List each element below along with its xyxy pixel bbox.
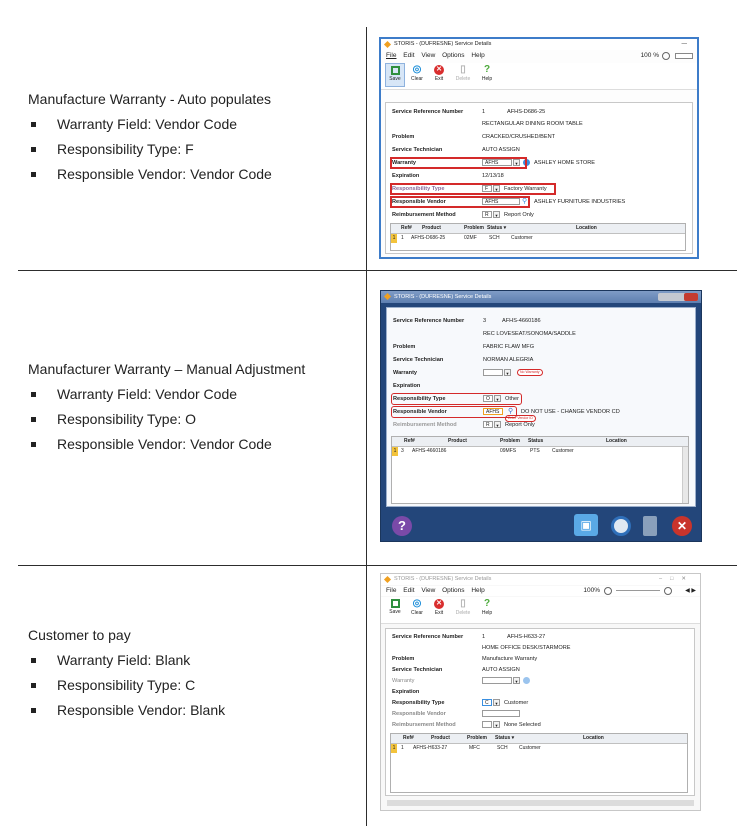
cell-location: Customer xyxy=(511,235,533,241)
label-responsibility-type: Responsibility Type xyxy=(392,700,445,706)
window-titlebar xyxy=(381,291,701,303)
bullet-list xyxy=(28,386,358,453)
bullet-icon xyxy=(31,442,36,447)
row-title: Manufacture Warranty - Auto populates xyxy=(28,91,272,107)
col-ref[interactable]: Ref# xyxy=(401,225,412,231)
row-2-description xyxy=(28,361,358,461)
row-reimbursement xyxy=(386,720,694,730)
row-item xyxy=(386,643,694,653)
col-product[interactable]: Product xyxy=(431,735,450,741)
row-expiration xyxy=(387,381,695,391)
table-row[interactable] xyxy=(391,744,687,753)
col-product[interactable]: Product xyxy=(448,438,467,444)
save-icon xyxy=(391,66,400,75)
chevron-down-icon[interactable]: ▼ xyxy=(494,701,499,706)
reference-number: 3 xyxy=(483,318,487,324)
screenshot-3-window xyxy=(380,573,701,811)
cell-ref: 1 xyxy=(401,745,404,751)
cell-status: SCH xyxy=(497,745,508,751)
label-technician: Service Technician xyxy=(392,147,443,153)
row-divider-2 xyxy=(18,565,737,566)
bullet-icon xyxy=(31,392,36,397)
label-responsibility-type: Responsibility Type xyxy=(392,186,445,192)
clear-label: Clear xyxy=(411,76,423,82)
row-expiration xyxy=(386,687,694,697)
zoom-slider[interactable] xyxy=(675,53,693,59)
label-reimbursement: Reimbursement Method xyxy=(392,722,456,728)
reference-code: AFHS-4660186 xyxy=(502,318,541,324)
bullet-text: Responsibility Type: O xyxy=(57,411,197,427)
highlight-responsible-vendor xyxy=(391,406,517,418)
window-titlebar xyxy=(381,39,697,50)
label-warranty: Warranty xyxy=(392,678,415,684)
delete-button[interactable] xyxy=(453,597,473,616)
warranty-input[interactable] xyxy=(483,369,503,376)
reimbursement-input[interactable]: R xyxy=(483,421,493,428)
reference-code: AFHS-D686-25 xyxy=(507,109,546,115)
col-status[interactable]: Status xyxy=(528,438,544,444)
reference-number: 1 xyxy=(482,109,486,115)
cell-ref: 1 xyxy=(401,235,404,241)
exit-icon: ✕ xyxy=(434,65,444,75)
warranty-input[interactable] xyxy=(482,677,512,684)
bullet-icon xyxy=(31,122,36,127)
menu-view[interactable]: View xyxy=(421,587,436,594)
grid-header xyxy=(391,224,685,234)
responsible-vendor-input[interactable]: AFHS xyxy=(483,408,503,415)
responsibility-type-input[interactable]: F xyxy=(482,185,492,192)
clear-icon: ◎ xyxy=(412,64,422,75)
nav-arrows-icon[interactable]: ◀ ▶ xyxy=(685,588,696,594)
cell-product: AFHS-D686-25 xyxy=(411,235,446,241)
menu-bar xyxy=(381,51,697,61)
cell-status: PTS xyxy=(530,448,540,454)
label-reference: Service Reference Number xyxy=(392,634,464,640)
exit-button[interactable] xyxy=(429,597,449,616)
save-label: Save xyxy=(389,76,401,82)
problem-value: CRACKED/CRUSHED/BENT xyxy=(482,134,556,140)
zoom-in-icon[interactable] xyxy=(664,587,672,595)
row-technician xyxy=(386,145,692,155)
window-controls[interactable] xyxy=(658,293,698,301)
row-reference xyxy=(386,107,692,117)
row-1-description xyxy=(28,91,358,191)
warranty-input[interactable]: AFHS xyxy=(482,159,512,166)
row-problem xyxy=(387,342,695,352)
exit-label: Exit xyxy=(434,610,444,616)
problem-value: Manufacture Warranty xyxy=(482,656,538,662)
save-label: Save xyxy=(389,609,401,615)
chevron-down-icon[interactable]: ▼ xyxy=(494,213,499,218)
exit-button[interactable] xyxy=(429,63,449,82)
bullet-item xyxy=(28,116,358,133)
help-button[interactable] xyxy=(477,63,497,82)
label-responsible-vendor: Responsible Vendor xyxy=(392,199,446,205)
item-description: HOME OFFICE DESK/STARMORE xyxy=(482,645,571,651)
bullet-text: Responsibility Type: C xyxy=(57,677,196,693)
bullet-item xyxy=(28,652,358,669)
row-warranty xyxy=(387,368,695,378)
bottom-action-bar xyxy=(381,510,701,542)
col-location[interactable]: Location xyxy=(583,735,604,741)
service-details-form xyxy=(386,307,696,507)
bullet-item xyxy=(28,702,358,719)
menu-edit[interactable]: Edit xyxy=(403,52,415,59)
zoom-level: 100% xyxy=(583,587,600,594)
clear-icon: ◎ xyxy=(412,598,422,609)
row-technician xyxy=(386,665,694,675)
bullet-icon xyxy=(31,683,36,688)
menu-file[interactable]: File xyxy=(386,52,397,59)
delete-label: Delete xyxy=(455,76,471,82)
reimbursement-input[interactable] xyxy=(482,721,492,728)
col-problem[interactable]: Problem xyxy=(500,438,521,444)
table-row[interactable] xyxy=(391,234,685,243)
label-problem: Problem xyxy=(392,656,415,662)
close-icon[interactable] xyxy=(684,293,698,301)
chevron-down-icon[interactable]: ▼ xyxy=(514,679,519,684)
row-title: Customer to pay xyxy=(28,627,131,643)
row-responsible-vendor xyxy=(386,709,694,719)
bullet-text: Responsibility Type: F xyxy=(57,141,194,157)
menu-file[interactable]: File xyxy=(386,587,397,594)
row-divider-1 xyxy=(18,270,737,271)
technician-value: NORMAN ALEGRIA xyxy=(483,357,534,363)
col-status[interactable]: Status ▾ xyxy=(487,225,507,231)
label-warranty: Warranty xyxy=(392,160,417,166)
save-icon[interactable]: ▣ xyxy=(574,514,598,536)
help-icon[interactable]: ? xyxy=(392,516,412,536)
products-grid xyxy=(390,733,688,793)
col-location[interactable]: Location xyxy=(576,225,597,231)
minimize-button[interactable]: — xyxy=(681,41,687,47)
responsible-vendor-input[interactable] xyxy=(482,710,520,717)
bullet-list xyxy=(28,116,358,183)
window-title: STORIS - (DUFRESNE) Service Details xyxy=(394,576,492,582)
no-warranty-callout: No Warranty xyxy=(517,369,543,376)
reimbursement-name: Report Only xyxy=(504,212,534,218)
responsible-vendor-name: DO NOT USE - CHANGE VENDOR CD xyxy=(521,409,620,415)
row-reference xyxy=(386,632,694,642)
clear-label: Clear xyxy=(411,610,423,616)
responsibility-type-input[interactable]: O xyxy=(483,395,493,402)
row-reference xyxy=(387,316,695,326)
row-reimbursement xyxy=(386,210,692,220)
zoom-slider[interactable] xyxy=(616,590,660,591)
row-problem xyxy=(386,654,694,664)
clear-button[interactable] xyxy=(407,63,427,82)
screenshot-1-window xyxy=(379,37,699,259)
row-responsibility-type xyxy=(386,698,694,708)
menu-bar xyxy=(381,586,700,596)
reimbursement-name: None Selected xyxy=(504,722,541,728)
close-icon[interactable]: ✕ xyxy=(672,516,692,536)
col-ref[interactable]: Ref# xyxy=(403,735,414,741)
chevron-down-icon[interactable]: ▼ xyxy=(514,161,519,166)
bullet-icon xyxy=(31,708,36,713)
exit-label: Exit xyxy=(434,76,444,82)
responsibility-type-name: Other xyxy=(505,396,519,402)
label-responsibility-type: Responsibility Type xyxy=(393,396,446,402)
col-problem[interactable]: Problem xyxy=(467,735,488,741)
zoom-level: 100 % xyxy=(640,52,659,59)
menu-view[interactable]: View xyxy=(421,52,436,59)
warranty-name: ASHLEY HOME STORE xyxy=(534,160,596,166)
chevron-down-icon[interactable]: ▼ xyxy=(495,423,500,428)
label-warranty: Warranty xyxy=(393,370,418,376)
label-reference: Service Reference Number xyxy=(393,318,465,324)
trash-icon: ▯ xyxy=(460,598,466,609)
products-grid xyxy=(391,436,689,504)
zoom-out-icon[interactable] xyxy=(604,587,612,595)
cell-location: Customer xyxy=(519,745,541,751)
storis-app-icon xyxy=(384,41,391,48)
bullet-item xyxy=(28,166,358,183)
label-reference: Service Reference Number xyxy=(392,109,464,115)
bullet-list xyxy=(28,652,358,719)
label-responsible-vendor: Responsible Vendor xyxy=(393,409,447,415)
reference-number: 1 xyxy=(482,634,486,640)
window-controls[interactable]: –□✕ xyxy=(659,576,694,582)
menu-help[interactable]: Help xyxy=(471,587,485,594)
label-expiration: Expiration xyxy=(393,383,421,389)
menu-options[interactable]: Options xyxy=(442,587,465,594)
responsibility-type-name: Customer xyxy=(504,700,529,706)
info-icon[interactable] xyxy=(523,677,530,684)
reimbursement-input[interactable]: R xyxy=(482,211,492,218)
screenshot-2-window xyxy=(380,290,702,542)
bullet-text: Warranty Field: Blank xyxy=(57,652,191,668)
row-item xyxy=(387,329,695,339)
delete-button[interactable] xyxy=(453,63,473,82)
save-button[interactable] xyxy=(385,63,405,87)
row-expiration xyxy=(386,171,692,181)
menu-edit[interactable]: Edit xyxy=(403,587,415,594)
row-number: 1 xyxy=(392,745,396,751)
label-technician: Service Technician xyxy=(392,667,443,673)
reference-code: AFHS-H633-27 xyxy=(507,634,546,640)
clear-icon[interactable] xyxy=(611,516,631,536)
table-top-border xyxy=(18,27,737,28)
col-ref[interactable]: Ref# xyxy=(404,438,415,444)
search-icon[interactable]: ⚲ xyxy=(508,408,514,415)
row-warranty xyxy=(386,676,694,686)
label-reimbursement: Reimbursement Method xyxy=(392,212,456,218)
window-titlebar xyxy=(381,574,700,585)
storis-app-icon xyxy=(384,576,391,583)
cell-product: AFHS-4660186 xyxy=(412,448,447,454)
window-title: STORIS - (DUFRESNE) Service Details xyxy=(394,294,492,300)
row-technician xyxy=(387,355,695,365)
expiration-value: 12/13/18 xyxy=(482,173,504,179)
bullet-icon xyxy=(31,172,36,177)
col-product[interactable]: Product xyxy=(422,225,441,231)
technician-value: AUTO ASSIGN xyxy=(482,667,520,673)
service-details-form xyxy=(385,102,693,254)
row-3-description xyxy=(28,627,358,727)
bullet-text: Responsible Vendor: Vendor Code xyxy=(57,436,272,452)
save-button[interactable] xyxy=(385,597,405,615)
label-technician: Service Technician xyxy=(393,357,444,363)
help-icon: ? xyxy=(483,64,491,75)
column-divider xyxy=(366,27,367,826)
highlight-warranty xyxy=(390,157,527,169)
trash-icon: ▯ xyxy=(460,64,466,75)
row-reimbursement xyxy=(387,420,695,430)
bullet-text: Responsible Vendor: Vendor Code xyxy=(57,166,272,182)
chevron-down-icon[interactable]: ▼ xyxy=(495,397,500,402)
reimbursement-name: Report Only xyxy=(505,422,535,428)
label-problem: Problem xyxy=(393,344,416,350)
enter-vendor-callout: Enter Vendor ID xyxy=(505,415,536,422)
col-status[interactable]: Status ▾ xyxy=(495,735,515,741)
chevron-down-icon[interactable]: ▼ xyxy=(494,723,499,728)
responsibility-type-name: Factory Warranty xyxy=(504,186,547,192)
cell-problem: 02MF xyxy=(464,235,477,241)
bullet-icon xyxy=(31,658,36,663)
item-description: REC LOVESEAT/SONOMA/SADDLE xyxy=(483,331,576,337)
service-details-form xyxy=(385,628,695,796)
grid-header xyxy=(392,437,688,447)
cell-problem: 09MFS xyxy=(500,448,517,454)
label-reimbursement: Reimbursement Method xyxy=(393,422,457,428)
help-icon: ? xyxy=(483,598,491,609)
chevron-down-icon[interactable]: ▼ xyxy=(505,371,510,376)
responsible-vendor-name: ASHLEY FURNITURE INDUSTRIES xyxy=(534,199,626,205)
responsibility-type-input[interactable]: C xyxy=(482,699,492,706)
window-title: STORIS - (DUFRESNE) Service Details xyxy=(394,41,492,47)
menu-options[interactable]: Options xyxy=(442,52,465,59)
trash-icon[interactable] xyxy=(643,516,657,536)
chevron-down-icon[interactable]: ▼ xyxy=(494,187,499,192)
clear-button[interactable] xyxy=(407,597,427,616)
zoom-out-icon[interactable] xyxy=(662,52,670,60)
bullet-text: Warranty Field: Vendor Code xyxy=(57,116,238,132)
label-problem: Problem xyxy=(392,134,415,140)
bullet-text: Responsible Vendor: Blank xyxy=(57,702,226,718)
label-expiration: Expiration xyxy=(392,689,420,695)
delete-label: Delete xyxy=(455,610,471,616)
bullet-text: Warranty Field: Vendor Code xyxy=(57,386,238,402)
help-label: Help xyxy=(481,76,493,82)
cell-problem: MFC xyxy=(469,745,480,751)
table-row[interactable] xyxy=(392,447,688,456)
bullet-item xyxy=(28,141,358,158)
products-grid xyxy=(390,223,686,251)
grid-vertical-scrollbar[interactable] xyxy=(682,447,688,503)
help-label: Help xyxy=(481,610,493,616)
row-number: 1 xyxy=(393,448,397,454)
cell-status: SCH xyxy=(489,235,500,241)
technician-value: AUTO ASSIGN xyxy=(482,147,520,153)
highlight-responsibility-type xyxy=(391,393,522,405)
highlight-responsibility-type xyxy=(390,183,556,195)
bullet-icon xyxy=(31,147,36,152)
item-description: RECTANGULAR DINING ROOM TABLE xyxy=(482,121,583,127)
bullet-icon xyxy=(31,417,36,422)
cell-ref: 3 xyxy=(401,448,404,454)
label-expiration: Expiration xyxy=(392,173,420,179)
responsible-vendor-input[interactable]: AFHS xyxy=(482,198,520,205)
toolbar xyxy=(381,63,697,90)
bullet-item xyxy=(28,677,358,694)
save-icon xyxy=(391,599,400,608)
col-location[interactable]: Location xyxy=(606,438,627,444)
menu-help[interactable]: Help xyxy=(471,52,485,59)
bullet-item xyxy=(28,386,358,403)
cell-product: AFHS-H633-27 xyxy=(413,745,448,751)
problem-value: FABRIC FLAW MFG xyxy=(483,344,535,350)
row-title: Manufacturer Warranty – Manual Adjustment xyxy=(28,361,306,377)
row-number: 1 xyxy=(392,235,396,241)
col-problem[interactable]: Problem xyxy=(464,225,485,231)
highlight-responsible-vendor xyxy=(390,196,530,208)
bullet-item xyxy=(28,436,358,453)
label-responsible-vendor: Responsible Vendor xyxy=(392,711,446,717)
grid-header xyxy=(391,734,687,744)
toolbar xyxy=(381,597,700,624)
cell-location: Customer xyxy=(552,448,574,454)
horizontal-scrollbar[interactable] xyxy=(387,800,694,806)
help-button[interactable] xyxy=(477,597,497,616)
search-icon[interactable]: ⚲ xyxy=(522,198,528,205)
exit-icon: ✕ xyxy=(434,599,444,609)
storis-app-icon xyxy=(384,293,391,300)
bullet-item xyxy=(28,411,358,428)
row-problem xyxy=(386,132,692,142)
row-item xyxy=(386,119,692,129)
